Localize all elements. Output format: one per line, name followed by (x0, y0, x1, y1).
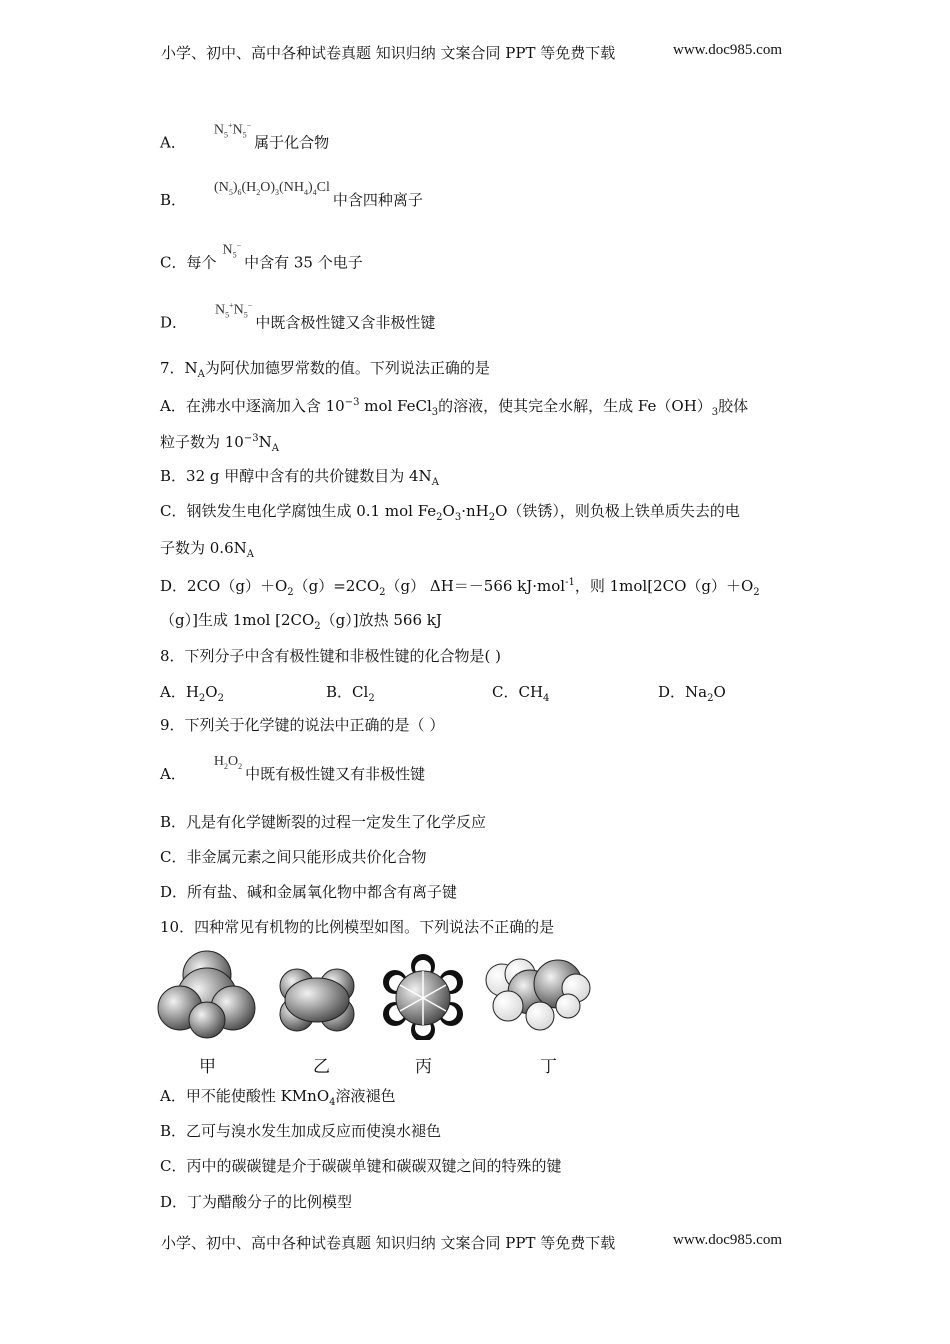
q6-option-b (160, 180, 423, 217)
q8-option-c: C．$CH_4$ (492, 683, 550, 704)
q9-option-c: C．非金属元素之间只能形成共价化合物 (160, 848, 427, 866)
q7-option-c-line2: 子数为 $0.6N_A$ (160, 539, 254, 560)
q8-option-a: A．$H_2O_2$ (160, 683, 224, 704)
option-label: D． (160, 313, 188, 332)
header-site: www.doc985.com (673, 42, 783, 58)
formula-n5n5: $N_5^+N_5^-$ (215, 301, 253, 320)
label-ding: 丁 (540, 1057, 557, 1077)
q7-option-a-line1: A．在沸水中逐滴加入含 $10^{-3}$ mol FeCl$_3$的溶液，使其完全水解，生成 $Fe(OH)_3$胶体 (160, 397, 749, 418)
q10-stem: 10．四种常见有机物的比例模型如图。下列说法不正确的是 (160, 918, 555, 936)
header-text: 小学、初中、高中各种试卷真题 知识归纳 文案合同 PPT 等免费下载 (161, 44, 616, 62)
q9-option-b: B．凡是有化学键断裂的过程一定发生了化学反应 (160, 813, 487, 831)
q9-option-a: A．$H_2O_2$ 中既有极性键又有非极性键 (160, 754, 426, 783)
label-jia: 甲 (199, 1057, 216, 1077)
benzene-model (383, 954, 463, 1040)
option-label: B． (160, 191, 187, 209)
formula-n5n5: $N_5^+N_5^-$ (213, 121, 252, 140)
option-label: C．每个 (160, 253, 217, 272)
q7-stem: 7．$N_A$为阿伏加德罗常数的值。下列说法正确的是 (160, 359, 490, 380)
label-bing: 丙 (415, 1057, 432, 1077)
q7-option-a-line2: 粒子数为 $10^{-3}N_A$ (160, 433, 279, 454)
formula-h2o2: $H_2O_2$ (213, 754, 243, 771)
q10-option-c: C．丙中的碳碳键是介于碳碳单键和碳碳双键之间的特殊的键 (160, 1157, 562, 1175)
q9-option-d: D．所有盐、碱和金属氧化物中都含有离子键 (160, 883, 458, 901)
formula-n5-anion: $N_5^-$ (222, 241, 242, 260)
q8-option-b: B．$Cl_2$ (326, 683, 375, 704)
formula-salt: $(N_5)_6(H_2O)_3(NH_4)_4Cl$ (214, 180, 330, 197)
q7-option-b: B．32 g 甲醇中含有的共价键数目为 $4N_A$ (160, 467, 439, 488)
molecule-models-figure (155, 950, 595, 1040)
option-text: 中既含极性键又含非极性键 (255, 313, 436, 332)
q8-stem: 8．下列分子中含有极性键和非极性键的化合物是( ) (160, 647, 502, 665)
q7-option-d-line2: （g）]生成 1mol $[2CO_2(g)]$放热 566 kJ (160, 611, 442, 632)
q9-stem: 9．下列关于化学键的说法中正确的是（ ） (160, 716, 445, 734)
q10-option-d: D．丁为醋酸分子的比例模型 (160, 1193, 353, 1211)
q7-option-c-line1: C．钢铁发生电化学腐蚀生成 0.1 mol $Fe_2O_3\cdot nH_2O$（铁锈），则负极上铁单质失去的电 (160, 502, 740, 523)
option-label: A． (160, 133, 186, 152)
q8-option-d: D．$Na_2O$ (658, 683, 726, 704)
q10-option-a: A．甲不能使酸性 KMnO$_4$溶液褪色 (160, 1087, 396, 1108)
q7-option-d-line1: D．$2CO(g)+O_2(g)=2CO_2(g)$ ΔH＝－566 kJ·mol$^{-1}$，则 $1mol[2CO(g)+O_2$ (160, 577, 760, 598)
q6-option-c (160, 241, 363, 279)
label-yi: 乙 (313, 1057, 330, 1077)
q10-option-b: B．乙可与溴水发生加成反应而使溴水褪色 (160, 1122, 442, 1140)
footer-site: www.doc985.com (673, 1232, 783, 1248)
page-footer (161, 1232, 783, 1253)
option-text: 中含有 35 个电子 (244, 253, 363, 272)
methane-model (158, 951, 255, 1038)
option-text: 中含四种离子 (332, 191, 423, 209)
q6-option-a (160, 121, 330, 159)
ethylene-model (280, 969, 354, 1031)
footer-text: 小学、初中、高中各种试卷真题 知识归纳 文案合同 PPT 等免费下载 (161, 1234, 616, 1252)
page-header (161, 42, 783, 63)
ethanol-model (486, 959, 590, 1030)
q6-option-d (160, 301, 436, 339)
option-text: 属于化合物 (254, 133, 330, 152)
